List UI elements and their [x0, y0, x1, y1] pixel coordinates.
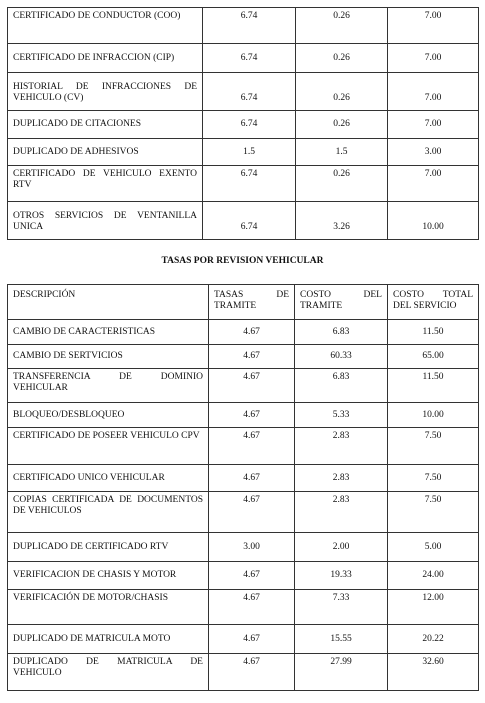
- row-value: 7.00: [388, 8, 479, 44]
- row-description: DUPLICADO DE MATRICULA MOTO: [8, 625, 209, 654]
- row-description: DUPLICADO DE CITACIONES: [8, 111, 203, 139]
- table-row: [8, 562, 479, 590]
- row-value: 0.26: [296, 44, 388, 73]
- row-description: CERTIFICADO DE INFRACCION (CIP): [8, 44, 203, 73]
- table-row: [8, 625, 479, 654]
- row-value: 6.74: [203, 166, 296, 202]
- row-value: 12.00: [388, 590, 479, 625]
- row-value: 7.50: [388, 492, 479, 533]
- row-description: CERTIFICADO UNICO VEHICULAR: [8, 465, 209, 492]
- row-value: 0.26: [296, 166, 388, 202]
- row-value: 7.00: [388, 111, 479, 139]
- row-value: 65.00: [388, 345, 479, 369]
- row-value: 6.74: [203, 8, 296, 44]
- row-description: CAMBIO DE CARACTERISTICAS: [8, 320, 209, 345]
- section-title: TASAS POR REVISION VEHICULAR: [161, 256, 324, 266]
- row-value: 1.5: [203, 139, 296, 166]
- row-value: 5.00: [388, 533, 479, 562]
- row-value: 6.83: [295, 369, 388, 403]
- row-value: 4.67: [209, 492, 295, 533]
- row-value: 2.83: [295, 492, 388, 533]
- row-value: 20.22: [388, 625, 479, 654]
- row-value: 2.83: [295, 428, 388, 465]
- table-row: [8, 44, 479, 73]
- row-value: 4.67: [209, 654, 295, 691]
- row-value: 3.26: [296, 202, 388, 240]
- row-description: TRANSFERENCIA DE DOMINIO VEHICULAR: [8, 369, 209, 403]
- row-value: 6.83: [295, 320, 388, 345]
- table-row: [8, 320, 479, 345]
- fees-table-services: [7, 7, 479, 240]
- row-description: CAMBIO DE SERTVICIOS: [8, 345, 209, 369]
- row-value: 27.99: [295, 654, 388, 691]
- row-description: BLOQUEO/DESBLOQUEO: [8, 403, 209, 428]
- row-description: CERTIFICADO DE POSEER VEHICULO CPV: [8, 428, 209, 465]
- row-value: 4.67: [209, 320, 295, 345]
- fees-table-vehicle-review: [7, 284, 479, 691]
- header-cost: COSTO DEL TRAMITE: [295, 285, 388, 320]
- table-header-row: [8, 285, 479, 320]
- table-row: [8, 166, 479, 202]
- row-value: 3.00: [209, 533, 295, 562]
- row-description: DUPLICADO DE CERTIFICADO RTV: [8, 533, 209, 562]
- table-row: [8, 8, 479, 44]
- table-row: [8, 654, 479, 691]
- row-description: DUPLICADO DE MATRICULA DE VEHICULO: [8, 654, 209, 691]
- table-row: [8, 73, 479, 111]
- header-fee: TASAS DE TRAMITE: [209, 285, 295, 320]
- row-value: 4.67: [209, 403, 295, 428]
- row-description: VERIFICACION DE CHASIS Y MOTOR: [8, 562, 209, 590]
- row-description: VERIFICACIÓN DE MOTOR/CHASIS: [8, 590, 209, 625]
- row-value: 60.33: [295, 345, 388, 369]
- row-value: 4.67: [209, 562, 295, 590]
- table-row: [8, 492, 479, 533]
- table-row: [8, 111, 479, 139]
- table-row: [8, 590, 479, 625]
- row-value: 15.55: [295, 625, 388, 654]
- row-value: 4.67: [209, 625, 295, 654]
- header-total: COSTO TOTAL DEL SERVICIO: [388, 285, 479, 320]
- row-value: 7.50: [388, 428, 479, 465]
- row-value: 11.50: [388, 369, 479, 403]
- row-description: COPIAS CERTIFICADA DE DOCUMENTOS DE VEHICULOS: [8, 492, 209, 533]
- row-value: 10.00: [388, 202, 479, 240]
- table-row: [8, 202, 479, 240]
- row-value: 0.26: [296, 111, 388, 139]
- row-value: 32.60: [388, 654, 479, 691]
- row-description: DUPLICADO DE ADHESIVOS: [8, 139, 203, 166]
- header-description: DESCRIPCIÓN: [8, 285, 209, 320]
- row-value: 4.67: [209, 428, 295, 465]
- row-value: 3.00: [388, 139, 479, 166]
- row-value: 10.00: [388, 403, 479, 428]
- row-value: 1.5: [296, 139, 388, 166]
- row-value: 19.33: [295, 562, 388, 590]
- row-value: 24.00: [388, 562, 479, 590]
- row-value: 2.00: [295, 533, 388, 562]
- table-row: [8, 345, 479, 369]
- row-value: 4.67: [209, 465, 295, 492]
- row-value: 4.67: [209, 369, 295, 403]
- row-value: 0.26: [296, 8, 388, 44]
- row-description: OTROS SERVICIOS DE VENTANILLA UNICA: [8, 202, 203, 240]
- table-row: [8, 403, 479, 428]
- table-row: [8, 139, 479, 166]
- row-value: 7.00: [388, 73, 479, 111]
- table-row: [8, 428, 479, 465]
- row-value: 0.26: [296, 73, 388, 111]
- row-description: HISTORIAL DE INFRACCIONES DE VEHICULO (CV): [8, 73, 203, 111]
- row-value: 6.74: [203, 44, 296, 73]
- row-description: CERTIFICADO DE CONDUCTOR (COO): [8, 8, 203, 44]
- row-value: 4.67: [209, 590, 295, 625]
- row-description: CERTIFICADO DE VEHICULO EXENTO RTV: [8, 166, 203, 202]
- table-row: [8, 533, 479, 562]
- table-row: [8, 369, 479, 403]
- row-value: 7.00: [388, 166, 479, 202]
- row-value: 7.33: [295, 590, 388, 625]
- row-value: 7.00: [388, 44, 479, 73]
- row-value: 4.67: [209, 345, 295, 369]
- table-row: [8, 465, 479, 492]
- row-value: 6.74: [203, 111, 296, 139]
- row-value: 11.50: [388, 320, 479, 345]
- row-value: 7.50: [388, 465, 479, 492]
- row-value: 6.74: [203, 202, 296, 240]
- row-value: 5.33: [295, 403, 388, 428]
- row-value: 2.83: [295, 465, 388, 492]
- row-value: 6.74: [203, 73, 296, 111]
